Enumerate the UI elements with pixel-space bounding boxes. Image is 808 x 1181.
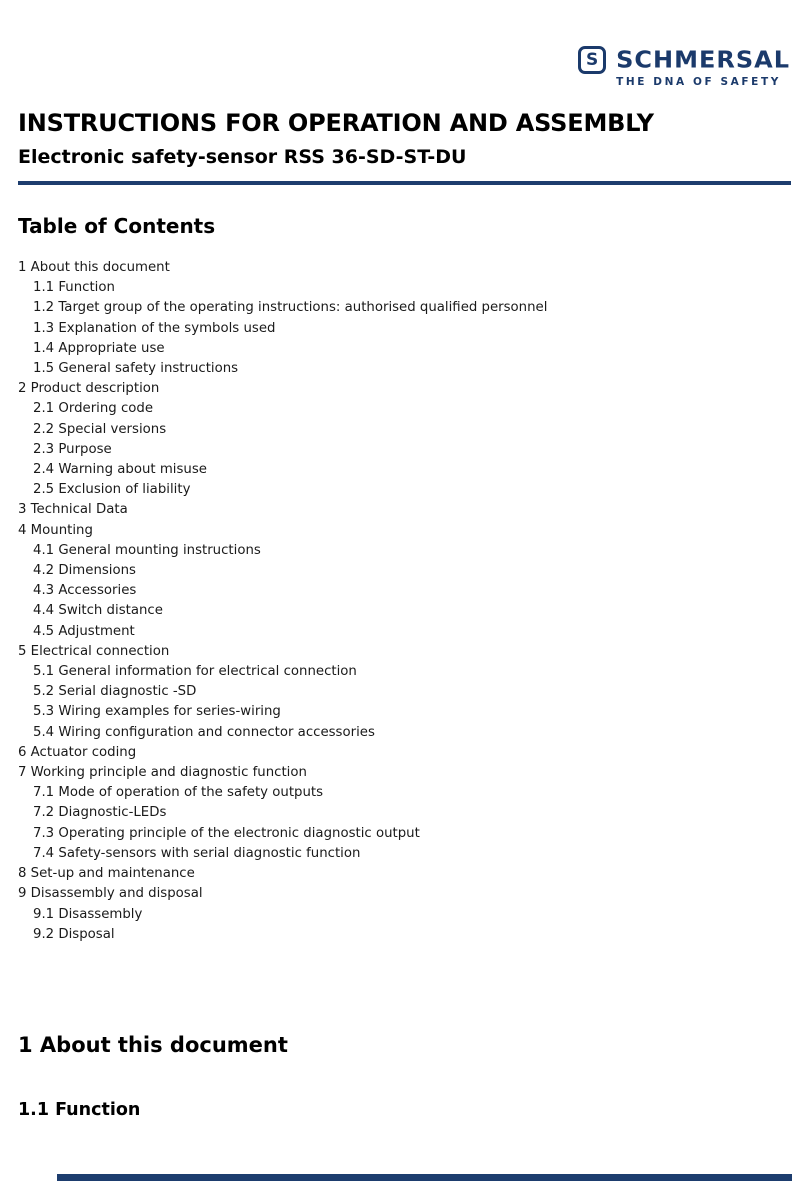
toc-item: 5.1 General information for electrical connection <box>33 664 357 680</box>
toc-item: 2.4 Warning about misuse <box>33 462 207 478</box>
toc-item: 2.2 Special versions <box>33 421 167 437</box>
toc-item: 2 Product description <box>18 381 160 397</box>
footer-divider <box>57 1174 792 1181</box>
section-heading-about: 1 About this document <box>18 1033 288 1057</box>
toc-item: 7.4 Safety-sensors with serial diagnostic function <box>33 845 361 861</box>
toc-item: 6 Actuator coding <box>18 744 137 760</box>
toc-item: 1.5 General safety instructions <box>33 361 239 377</box>
toc-item: 9.2 Disposal <box>33 926 115 942</box>
toc-item: 4.5 Adjustment <box>33 623 135 639</box>
toc-item: 2.5 Exclusion of liability <box>33 482 191 498</box>
toc-item: 4.4 Switch distance <box>33 603 163 619</box>
toc-item: 8 Set-up and maintenance <box>18 866 195 882</box>
schmersal-logo <box>578 46 790 88</box>
toc-item: 9 Disassembly and disposal <box>18 886 203 902</box>
toc-item: 5.4 Wiring configuration and connector accessories <box>33 724 375 740</box>
toc-item: 2.3 Purpose <box>33 441 112 457</box>
schmersal-logo-icon: S <box>578 46 606 74</box>
toc-list <box>18 258 790 945</box>
toc-item: 1 About this document <box>18 260 170 275</box>
document-subtitle: Electronic safety-sensor RSS 36-SD-ST-DU <box>18 146 467 168</box>
toc-item: 2.1 Ordering code <box>33 401 154 417</box>
toc-item: 4.3 Accessories <box>33 583 137 599</box>
toc-item: 1.1 Function <box>33 280 115 296</box>
toc-item: 1.2 Target group of the operating instructions: authorised qualified personnel <box>33 300 548 316</box>
toc-item: 7.3 Operating principle of the electronic diagnostic output <box>33 825 420 841</box>
section-heading-function: 1.1 Function <box>18 1100 141 1120</box>
toc-item: 1.4 Appropriate use <box>33 340 165 356</box>
toc-item: 5.2 Serial diagnostic -SD <box>33 684 197 700</box>
toc-item: 1.3 Explanation of the symbols used <box>33 320 276 336</box>
toc-item: 4.2 Dimensions <box>33 563 136 579</box>
toc-item: 3 Technical Data <box>18 502 128 518</box>
header-divider <box>18 181 791 185</box>
toc-item: 5.3 Wiring examples for series-wiring <box>33 704 281 720</box>
toc-heading: Table of Contents <box>18 214 216 238</box>
toc-item: 7.2 Diagnostic-LEDs <box>33 805 167 821</box>
toc-item: 4 Mounting <box>18 522 93 538</box>
toc-item: 7.1 Mode of operation of the safety outputs <box>33 785 324 801</box>
document-title: INSTRUCTIONS FOR OPERATION AND ASSEMBLY <box>18 109 654 137</box>
toc-item: 7 Working principle and diagnostic function <box>18 765 307 781</box>
toc-item: 9.1 Disassembly <box>33 906 143 922</box>
toc-item: 5 Electrical connection <box>18 643 170 659</box>
logo-tagline: THE DNA OF SAFETY <box>616 76 781 88</box>
toc-item: 4.1 General mounting instructions <box>33 542 261 558</box>
logo-brand-text: SCHMERSAL <box>616 46 790 74</box>
